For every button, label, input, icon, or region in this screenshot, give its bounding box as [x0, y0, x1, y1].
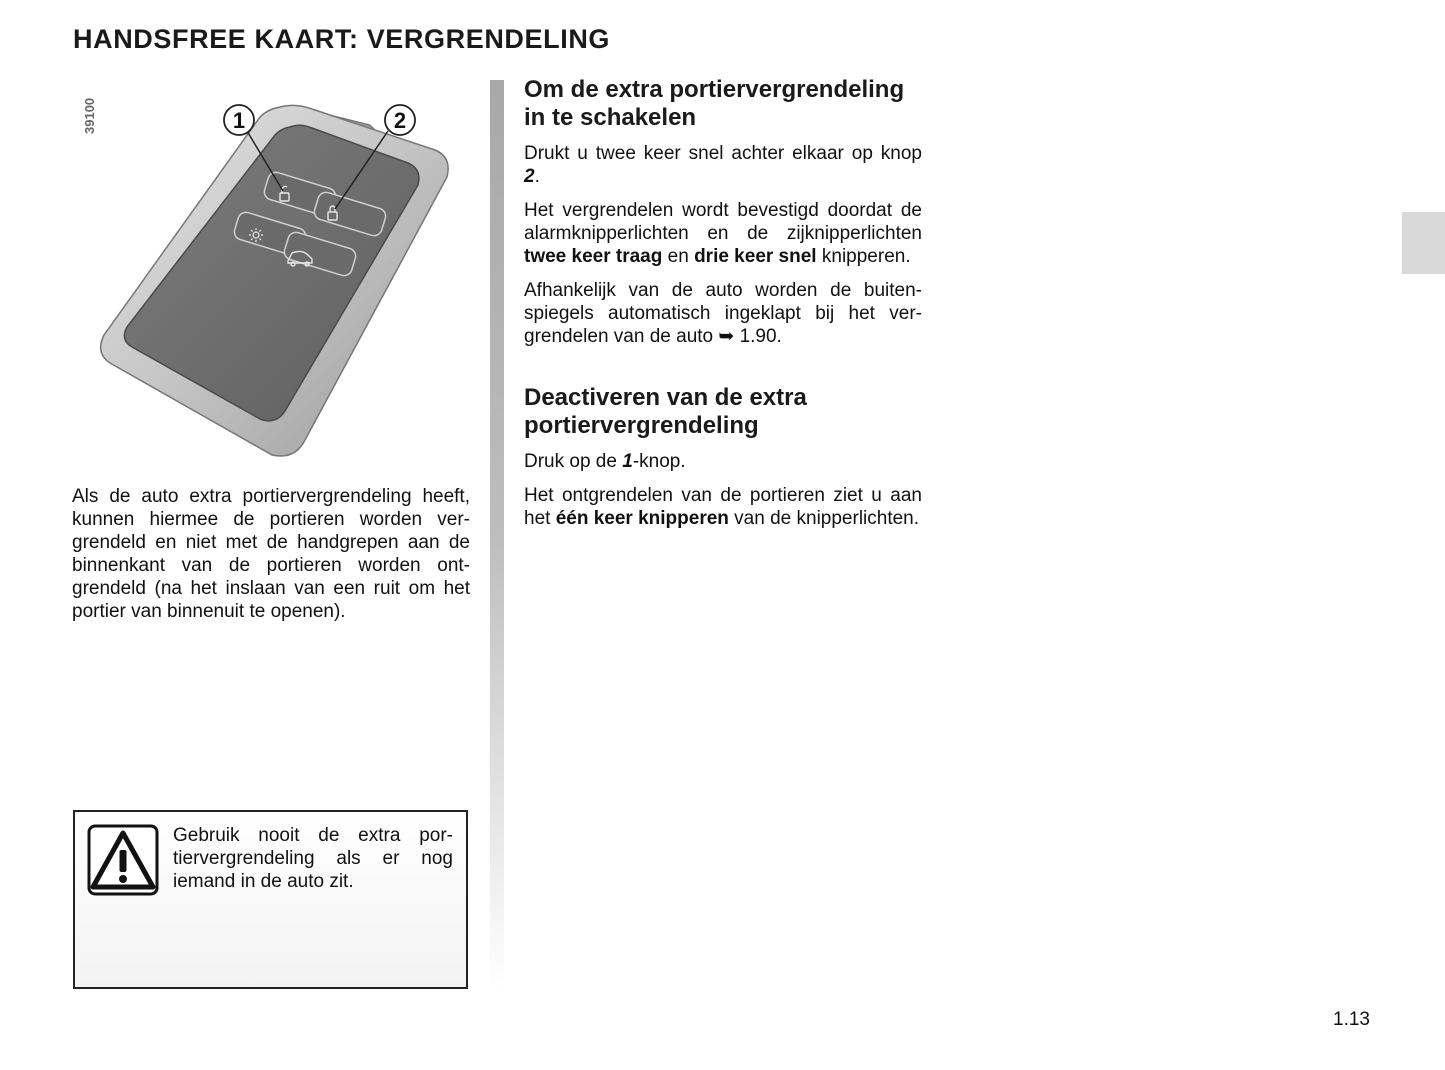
warning-box	[73, 810, 468, 989]
section1-paragraph-1	[524, 142, 922, 188]
right-column	[524, 76, 922, 541]
warning-triangle-icon	[87, 824, 159, 896]
text-span: Het vergrendelen wordt bevestigd doordat de alarmknipperlichten en de zijknipperlichten	[524, 200, 922, 244]
text-span: Druk op de	[524, 451, 623, 472]
callout-1-label: 1	[232, 108, 246, 133]
handsfree-card-illustration	[90, 95, 470, 465]
section1-heading: Om de extra portiervergrendeling in te schakelen	[524, 76, 905, 131]
page-number: 1.13	[1333, 1009, 1370, 1030]
text-span: knipperen.	[816, 246, 911, 267]
button-ref: 1	[622, 451, 633, 472]
button-ref: 2	[524, 166, 535, 187]
section2-paragraph-1	[524, 450, 922, 473]
text-span: Het ontgrendelen van de portieren ziet u aan het	[524, 485, 922, 529]
illustration-code-text: 39100	[82, 97, 97, 134]
intro-paragraph: Als de auto extra portiervergrendeling heeft, kunnen hiermee de portieren worden vergrendeld en niet met de handgrepen aan de binnenkant van de portieren worden ontgrendeld (na het inslaan van een ruit om het portier van binnenuit te openen).	[72, 486, 470, 622]
text-span: -knop.	[632, 451, 686, 472]
emphasis: één keer knipperen	[555, 508, 729, 529]
warning-text: Gebruik nooit de extra portiervergrendeling als er nog iemand in de auto zit.	[173, 825, 453, 892]
text-span: Drukt u twee keer snel achter elkaar op knop	[524, 143, 922, 164]
section1-paragraph-3: Afhankelijk van de auto worden de buitenspiegels automatisch ingeklapt bij het vergrendelen van de auto ➥ 1.90.	[524, 280, 922, 347]
text-span: van de knipperlichten.	[728, 508, 920, 529]
section2-heading: Deactiveren van de extra portiervergrendeling	[524, 384, 807, 439]
text-span: en	[662, 246, 695, 267]
page-title: HANDSFREE KAART: VERGRENDELING	[73, 24, 611, 54]
text-span: .	[534, 166, 540, 187]
section1-paragraph-2	[524, 199, 922, 268]
emphasis: twee keer traag	[524, 246, 663, 267]
callout-2-label: 2	[393, 108, 407, 133]
emphasis: drie keer snel	[694, 246, 817, 267]
chapter-side-tab	[1402, 212, 1445, 274]
section2-paragraph-2	[524, 484, 922, 530]
column-divider	[490, 80, 504, 990]
